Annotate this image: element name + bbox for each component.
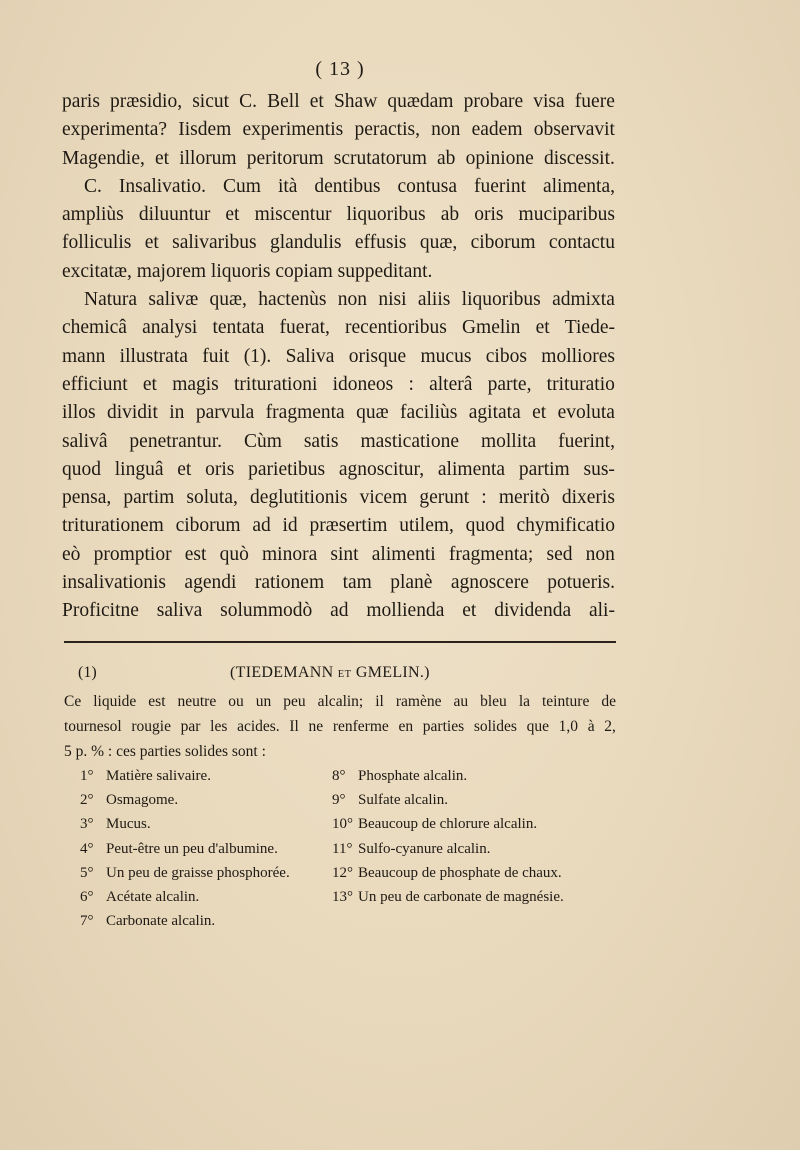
footnote-line: 5 p. % : ces parties solides sont :: [64, 742, 266, 760]
component-number: 4°: [80, 840, 94, 857]
component-number: 1°: [80, 768, 94, 784]
component-number: 3°: [80, 816, 94, 833]
component-number: 10°: [332, 816, 353, 833]
component-name: Carbonate alcalin.: [106, 913, 216, 930]
text-line: experimenta? Iisdem experimentis peractis, non eadem observavit: [62, 119, 615, 141]
text-line: Natura salivæ quæ, hactenùs non nisi aliis liquoribus admixta: [84, 289, 615, 311]
component-name: Sulfate alcalin.: [358, 792, 448, 809]
component-item: [332, 764, 564, 788]
text-line: eò promptior est quò minora sint alimenti fragmenta; sed non: [62, 543, 615, 565]
component-item: [80, 861, 290, 885]
component-name: Phosphate alcalin.: [358, 768, 468, 784]
component-item: [332, 837, 564, 861]
component-name: Un peu de graisse phosphorée.: [106, 864, 290, 881]
footnote-separator: [64, 641, 616, 643]
component-number: 7°: [80, 913, 94, 930]
component-item: [80, 764, 290, 788]
component-number: 8°: [332, 768, 346, 784]
components-list-left: [80, 764, 290, 933]
component-number: 9°: [332, 792, 346, 809]
component-item: [332, 812, 564, 836]
component-item: [80, 837, 290, 861]
text-line: insalivationis agendi rationem tam planè agnoscere potueris.: [62, 572, 615, 594]
text-line: triturationem ciborum ad id præsertim utilem, quod chymificatio: [62, 515, 615, 537]
text-line: mann illustrata fuit (1). Saliva orisque mucus cibos molliores: [62, 345, 615, 367]
component-item: [80, 909, 290, 933]
component-number: 6°: [80, 888, 94, 905]
component-number: 5°: [80, 864, 94, 881]
component-item: [332, 861, 564, 885]
component-number: 11°: [332, 840, 353, 857]
component-item: [80, 885, 290, 909]
component-name: Mucus.: [106, 816, 151, 833]
components-list-right: [332, 764, 564, 909]
text-line: illos dividit in parvula fragmenta quæ faciliùs agitata et evoluta: [62, 402, 615, 424]
footnote-title-part: GMELIN.): [355, 664, 430, 681]
text-line: Proficitne saliva solummodò ad mollienda et dividenda ali-: [62, 600, 615, 622]
component-number: 13°: [332, 888, 353, 905]
text-line: paris præsidio, sicut C. Bell et Shaw quædam probare visa fuere: [62, 91, 615, 112]
component-name: Osmagome.: [106, 792, 179, 809]
component-item: [332, 788, 564, 812]
footnote-title-part: (TIEDEMANN: [230, 664, 334, 681]
text-line: efficiunt et magis triturationi idoneos : alterâ parte, trituratio: [62, 373, 615, 395]
footnote-title-et: ET: [337, 669, 352, 680]
text-line: excitatæ, majorem liquoris copiam suppeditant.: [62, 260, 433, 282]
text-line: pensa, partim soluta, deglutitionis vicem gerunt : meritò dixeris: [62, 487, 615, 509]
footnote-number: (1): [78, 664, 97, 681]
text-line: folliculis et salivaribus glandulis effusis quæ, ciborum contactu: [62, 232, 615, 254]
component-item: [332, 885, 564, 909]
main-text: [62, 88, 615, 626]
component-name: Beaucoup de chlorure alcalin.: [358, 816, 538, 833]
text-line: chemicâ analysi tentata fuerat, recentioribus Gmelin et Tiede-: [62, 317, 615, 339]
footnote-line: tournesol rougie par les acides. Il ne renferme en parties solides que 1,0 à 2,: [64, 717, 616, 735]
component-item: [80, 812, 290, 836]
text-line: C. Insalivatio. Cum ità dentibus contusa fuerint alimenta,: [84, 175, 615, 197]
component-name: Matière salivaire.: [106, 768, 211, 784]
footnote-text: [64, 690, 616, 764]
component-name: Sulfo-cyanure alcalin.: [358, 840, 491, 857]
text-line: ampliùs diluuntur et miscentur liquoribus ab oris muciparibus: [62, 204, 615, 226]
component-name: Beaucoup de phosphate de chaux.: [358, 864, 562, 881]
component-item: [80, 788, 290, 812]
footnote-title: [230, 664, 430, 682]
component-name: Peut-être un peu d'albumine.: [106, 840, 278, 857]
page-number: ( 13 ): [315, 58, 365, 80]
component-number: 2°: [80, 792, 94, 809]
component-name: Un peu de carbonate de magnésie.: [358, 888, 564, 905]
component-name: Acétate alcalin.: [106, 888, 200, 905]
component-number: 12°: [332, 864, 353, 881]
footnote-line: Ce liquide est neutre ou un peu alcalin; il ramène au bleu la teinture de: [64, 693, 616, 710]
text-line: Magendie, et illorum peritorum scrutatorum ab opinione discessit.: [62, 147, 615, 169]
text-line: salivâ penetrantur. Cùm satis masticatione mollita fuerint,: [62, 430, 615, 452]
text-line: quod linguâ et oris parietibus agnoscitur, alimenta partim sus-: [62, 458, 615, 480]
